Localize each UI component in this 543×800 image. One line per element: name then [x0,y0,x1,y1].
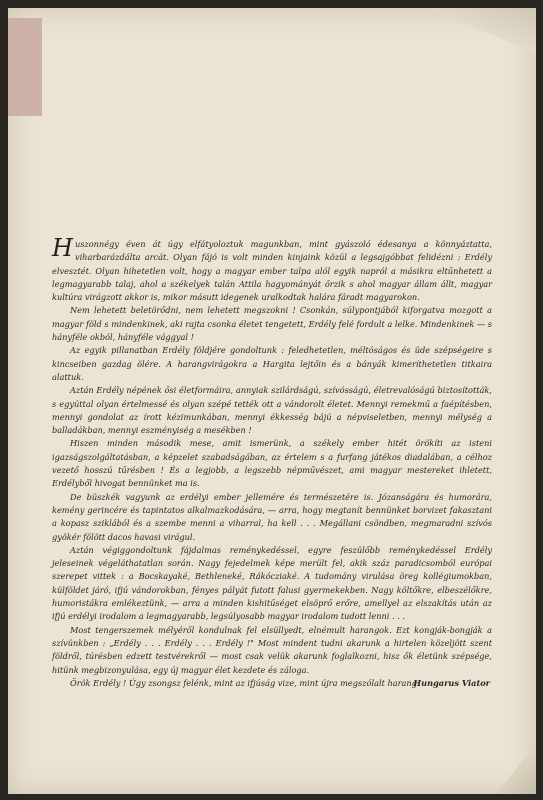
paragraph-4: Aztán Erdély népének ősi életformáira, annyiak szilárdságú, szívósságú, életrevalóságú biztosították, s egyúttal olyan értelmessé és olyan szépé tették ott a vándorolt életet. Mennyi remekmű a faépítésben, mennyi gondolat az írott kézimunkában, mennyi ékkesség bájú a népviseletben, mennyi mélység a balladákban, mennyi eszményiség a mesékben ! [52,385,492,436]
paragraph-6: De büszkék vagyunk az erdélyi ember jellemére és természetére is. Józanságára és humorára, kemény gerincére és tapintatos alkalmazkodására, — arra, hogy megtanít bennünket borvizet fakasztani a kopasz sziklából és a szembe menni a viharral, ha kell . . . Megállani csöndben, megmaradni szívós gyökér fölött dacos havasi virágul. [52,491,492,542]
paragraph-7: Aztán végiggondoltunk fájdalmas reménykedéssel, egyre feszülőbb reménykedéssel Erdély jeleseinek végeláthatatlan során. Nagy fejedelmek képe merült fel, akik száz paradicsomból európai szerepet vittek : a Bocskayaké, Bethleneké, Rákócziaké. A tudomány virulása öreg kollégiumokban, külföldet járó, ifjú vándorokban, fényes pályát futott falusi gyermekekben. Nagy költőkre, elbeszélőkre, humoristákra emlékeztünk, — arra a minden kishitűséget elsöprő erőre, amellyel az elszakítás után az ifjú erdélyi irodalom a legmagyarabb, legsúlyosabb magyar irodalom tudott lenni . . . [52,544,492,622]
paragraph-1-text: uszonnégy éven át úgy elfátyoloztuk magunkban, mint gyászoló édesanya a könnyáztatta, viharbarázdálta arcát. Olyan fájó is volt minden kinjaink közül a legsajgóbbat felidézni : Erdély elvesztét. Olyan hihetetlen volt, hogy a magyar ember talpa alól egyik napról a másikra eltűnhetett a legmagyarabb talaj, ahol a székelyek talán Attila hagyományát őrzik s ahol magyar állam állt, magyar kultúra virágzott akkor is, mikor másutt idegenek uralkodtak halára fáradt magyarokon. [52,239,492,303]
paragraph-5: Hiszen minden második mese, amit ismerünk, a székely ember hitét örökíti az isteni igazságszolgáltatásban, a képzelet szabadságában, az értelem s a furfang játékos diadalában, a célhoz vezető hosszú tűrésben ! És a legjobb, a legszebb népművészet, ami magyar mestereket ihletett, Erdélyből hivogat bennünket ma is. [52,438,492,489]
tape-strip [8,18,42,116]
paragraph-1 [52,234,492,304]
article-body [52,234,492,690]
paragraph-2: Nem lehetett beletörődni, nem lehetett megszokni ! Csonkán, súlypontjából kiforgatva mozgott a magyar föld s mindenkinek, aki rajta csonka életet tengetett, Erdély felé fordult a lelke. Mindenkinek — s hányféle okból, hányféle vággyal ! [52,305,492,343]
torn-corner [426,8,536,54]
signature: Hungarus Viator [413,678,490,689]
drop-cap: H [52,234,73,262]
paragraph-3: Az egyik pillanatban Erdély földjére gondoltunk : feledhetetlen, méltóságos és üde szépségeire s kincseiben gazdag ölére. A harangvirágokra a Hargita lejtőin és a bányák kimeríthetetlen titkaira alattuk. [52,345,492,382]
torn-bottom-corner [496,744,536,794]
paragraph-8: Most tengerszemek mélyéről kondulnak fel elsüllyedt, elnémult harangok. Ezt kongják-bongják a szívünkben : „Erdély . . . Erdély . . . Erdély !" Most mindent tudni akarunk a hirtelen közeljött szent földről, túrésben edzett testvérekről — most csak velük akarunk foglalkozni, hisz ők életünk szépsége, hitünk megbizonyulása, egy új magyar élet kezdete és záloga. [52,624,492,675]
paragraph-9: Örök Erdély ! Úgy zsongsz felénk, mint az ifjúság vize, mint újra megszólalt harang. [70,677,420,688]
